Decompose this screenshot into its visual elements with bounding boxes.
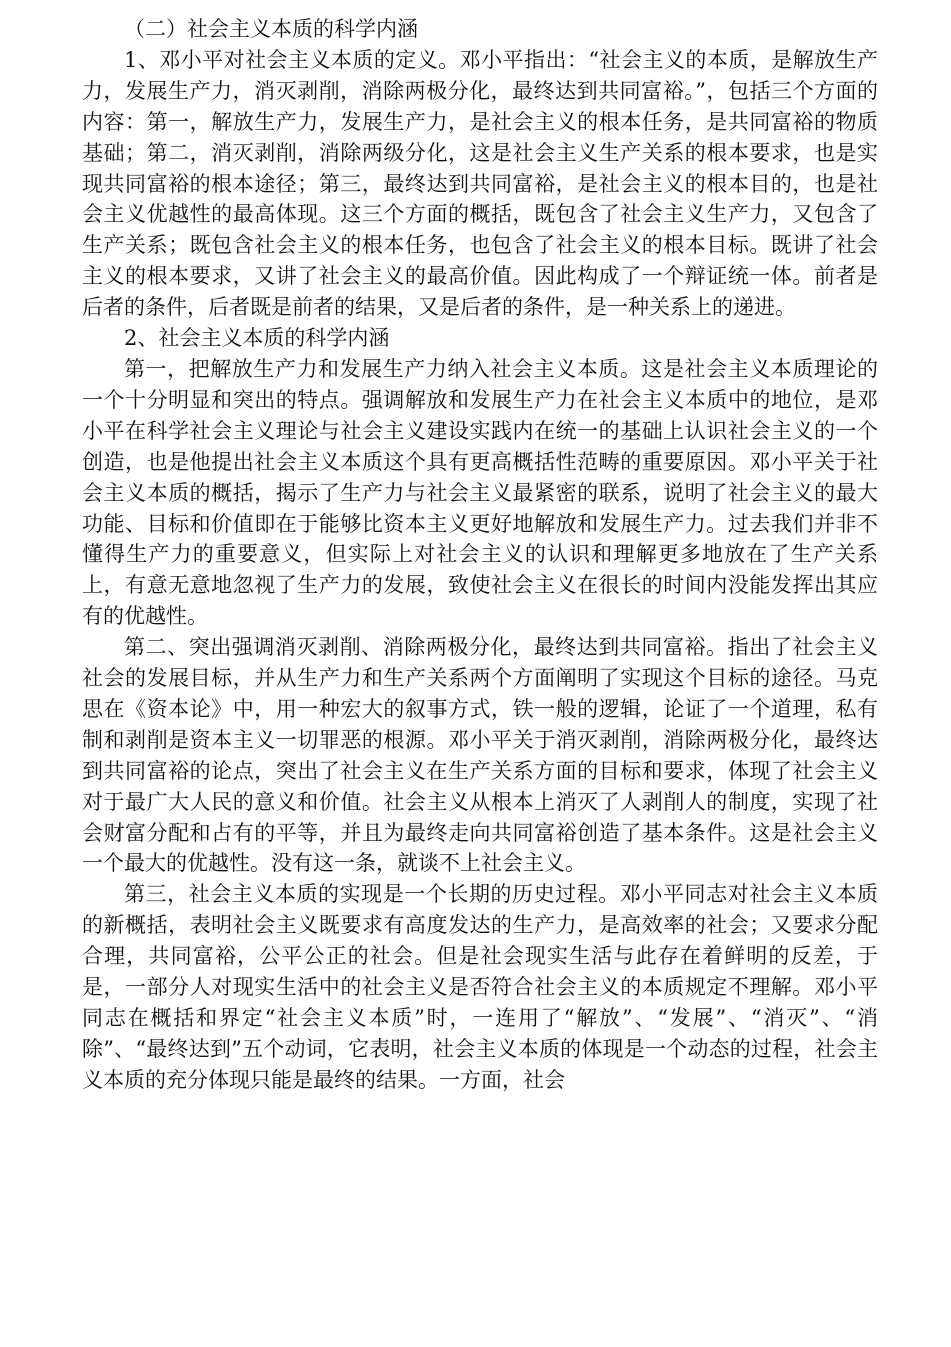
document-page [82,14,878,1096]
section-heading: （二）社会主义本质的科学内涵 [124,17,418,41]
paragraph-second-point: 第二、突出强调消灭剥削、消除两极分化，最终达到共同富裕。指出了社会主义社会的发展目标，并从生产力和生产关系两个方面阐明了实现这个目标的途径。马克思在《资本论》中，用一种宏大的叙事方式，铁一般的逻辑，论证了一个道理，私有制和剥削是资本主义一切罪恶的根源。邓小平关于消灭剥削，消除两极分化，最终达到共同富裕的论点，突出了社会主义在生产关系方面的目标和要求，体现了社会主义对于最广大人民的意义和价值。社会主义从根本上消灭了人剥削人的制度，实现了社会财富分配和占有的平等，并且为最终走向共同富裕创造了基本条件。这是社会主义一个最大的优越性。没有这一条，就谈不上社会主义。 [82,635,878,876]
paragraph-first-point: 第一，把解放生产力和发展生产力纳入社会主义本质。这是社会主义本质理论的一个十分明显和突出的特点。强调解放和发展生产力在社会主义本质中的地位，是邓小平在科学社会主义理论与社会主义建设实践内在统一的基础上认识社会主义的一个创造，也是他提出社会主义本质这个具有更高概括性范畴的重要原因。邓小平关于社会主义本质的概括，揭示了生产力与社会主义最紧密的联系，说明了社会主义的最大功能、目标和价值即在于能够比资本主义更好地解放和发展生产力。过去我们并非不懂得生产力的重要意义，但实际上对社会主义的认识和理解更多地放在了生产关系上，有意无意地忽视了生产力的发展，致使社会主义在很长的时间内没能发挥出其应有的优越性。 [82,356,878,629]
paragraph-third-point: 第三，社会主义本质的实现是一个长期的历史过程。邓小平同志对社会主义本质的新概括，表明社会主义既要求有高度发达的生产力，是高效率的社会；又要求分配合理，共同富裕，公平公正的社会。但是社会现实生活与此存在着鲜明的反差，于是，一部分人对现实生活中的社会主义是否符合社会主义的本质规定不理解。邓小平同志在概括和界定“社会主义本质”时，一连用了“解放”、“发展”、“消灭”、“消除”、“最终达到”五个动词，它表明，社会主义本质的体现是一个动态的过程，社会主义本质的充分体现只能是最终的结果。一方面，社会 [82,882,878,1092]
subsection-heading: 2、社会主义本质的科学内涵 [124,326,390,351]
paragraph-definition: 1、邓小平对社会主义本质的定义。邓小平指出：“社会主义的本质，是解放生产力，发展生产力，消灭剥削，消除两极分化，最终达到共同富裕。”，包括三个方面的内容：第一，解放生产力，发展生产力，是社会主义的根本任务，是共同富裕的物质基础；第二，消灭剥削，消除两级分化，这是社会主义生产关系的根本要求，也是实现共同富裕的根本途径；第三，最终达到共同富裕，是社会主义的根本目的，也是社会主义优越性的最高体现。这三个方面的概括，既包含了社会主义生产力，又包含了生产关系；既包含社会主义的根本任务，也包含了社会主义的根本目标。既讲了社会主义的根本要求，又讲了社会主义的最高价值。因此构成了一个辩证统一体。前者是后者的条件，后者既是前者的结果，又是后者的条件，是一种关系上的递进。 [82,47,878,320]
